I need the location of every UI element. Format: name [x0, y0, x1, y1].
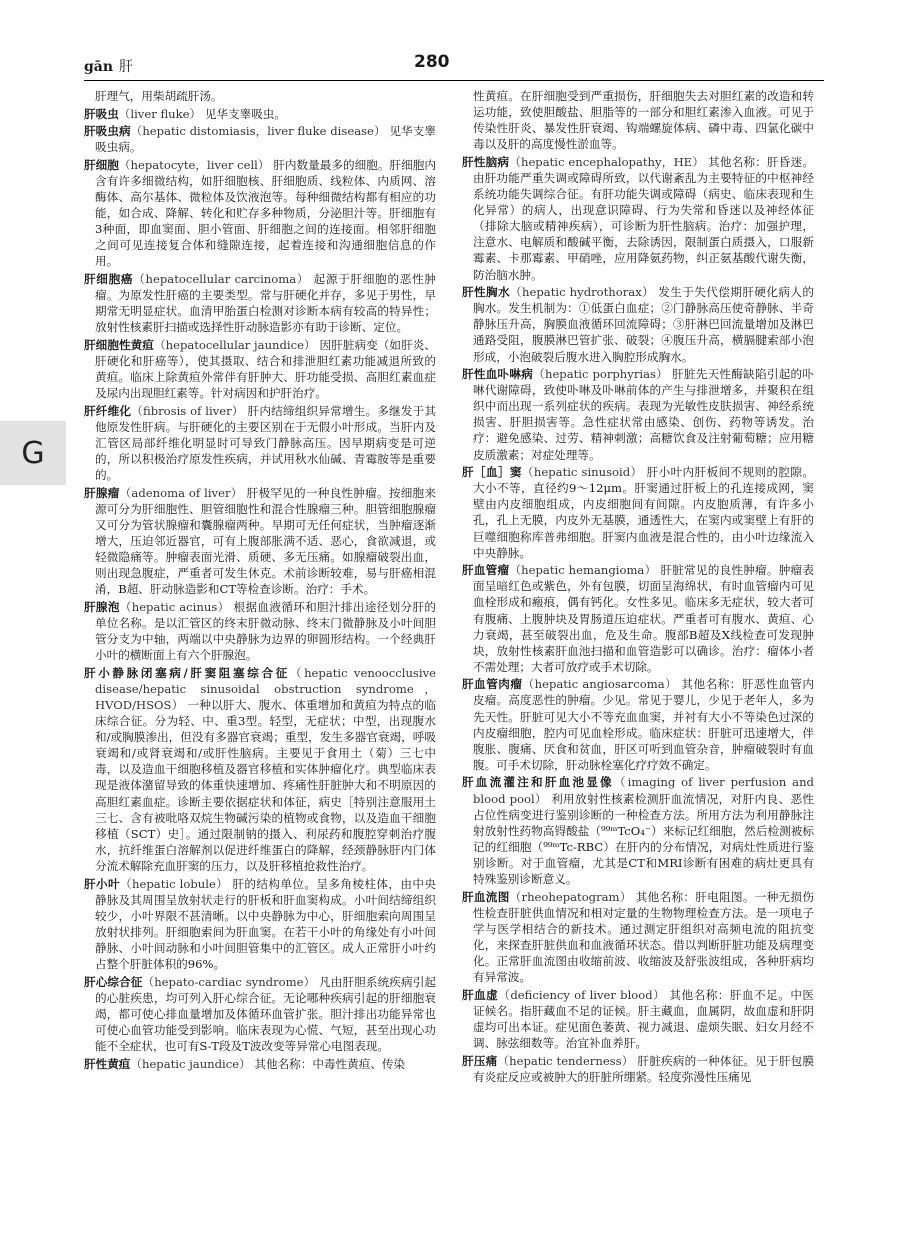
- entry-definition: 其他名称：肝血不足。中医证候名。指肝藏血不足的证候。肝主藏血，血属阴，故血虚和肝阴虚均可出本证。症见面色萎黄、视力减退、虚烦失眠、妇女月经不调、脉弦细数等。治宜补血养肝。: [473, 987, 814, 1050]
- entry-headword: 肝血虚: [462, 987, 499, 1002]
- dictionary-entry: [84, 88, 436, 104]
- entry-headword: 肝小静脉闭塞病/肝窦阻塞综合征: [84, 665, 290, 680]
- entry-definition: 见华支睾吸虫病。: [95, 124, 436, 155]
- entry-definition: 肝理气，用柴胡疏肝汤。: [95, 89, 223, 103]
- entry-headword: 肝血管肉瘤: [462, 677, 523, 692]
- entry-headword: 肝细胞性黄疸: [84, 337, 154, 352]
- entry-english-term: （deficiency of liver blood）: [498, 987, 666, 1002]
- page-header: [84, 52, 816, 78]
- entry-definition: 肝极罕见的一种良性肿瘤。按细胞来源可分为肝细胞性、胆管细胞性和混合性腺瘤三种。胆管细胞腺瘤又可分为管状腺瘤和囊腺瘤两种。早期可无任何症状，当肿瘤逐渐增大，压迫邻近器官，可有上腹部胀满不适、恶心，食欲减退，或轻微隐痛等。肿瘤表面光滑、质硬、多无压痛。如腺瘤破裂出血，则出现急腹症，严重者可发生休克。术前诊断较难，易与肝癌相混淆，B超、肝动脉造影和CT等检查诊断。治疗：手术。: [95, 485, 436, 597]
- entry-english-term: （hepato-cardiac syndrome）: [142, 974, 316, 989]
- entry-english-term: （rheohepatogram）: [509, 889, 632, 904]
- entry-definition: 见华支睾吸虫。: [201, 106, 286, 121]
- dictionary-entry: [84, 599, 436, 663]
- dictionary-entry: [84, 485, 436, 598]
- entry-definition: 根据血液循环和胆汁排出途径划分肝的单位名称。是以汇管区的终末肝微动脉、终末门微静脉及小叶间胆管分支为中轴，两端以中央静脉为边界的卵圆形结构。一个经典肝小叶的横断面上有六个肝腺泡。: [95, 599, 436, 663]
- entry-definition: 性黄疸。在肝细胞受到严重损伤，肝细胞失去对胆红素的改造和转运功能，致使胆酸盐、胆脂等的一部分和胆红素渗入血液。可见于传染性肝炎、暴发性肝衰竭、钩端螺旋体病、磷中毒、四氯化碳中毒以及肝的高度慢性淤血等。: [473, 89, 814, 152]
- entry-english-term: （imaging of liver perfusion and blood pool）: [473, 775, 814, 806]
- dictionary-entry: [84, 106, 436, 122]
- entry-definition: 发生于失代偿期肝硬化病人的胸水。发生机制为：①低蛋白血症；②门静脉高压使奇静脉、半奇静脉压升高，胸膜血液循环回流障碍；③肝淋巴回流量增加及淋巴通路受阻，腹膜淋巴管扩张、破裂；④腹压升高，横膈腱索部小泡形成，小泡破裂后腹水进入胸腔形成胸水。: [473, 285, 814, 364]
- entry-english-term: （adenoma of liver）: [119, 485, 243, 500]
- right-column: [462, 88, 814, 1228]
- entry-english-term: （hepatic acinus）: [119, 599, 230, 614]
- section-tab: G: [0, 421, 66, 485]
- entry-definition: 肝内结缔组织异常增生。多继发于其他原发性肝病。与肝硬化的主要区别在于无假小叶形成。当肝内及汇管区局部纤维化明显时可导致门静脉高压。因早期病变是可逆的，所以积极治疗原发性疾病，并试用秋水仙碱、青霉胺等是重要的。: [95, 403, 436, 483]
- entry-definition: 其他名称：肝电阻图。一种无损伤性检查肝脏供血情况和相对定量的生物物理检查方法。是一项电子学与医学相结合的新技术。通过测定肝组织对高频电流的阻抗变化，来探查肝脏供血和血液循环状态。借以判断肝脏功能及病理变化。正常肝血流图由收缩前波、收缩波及舒张波组成，各种肝病均有异常波。: [473, 889, 814, 985]
- entry-headword: 肝吸虫: [84, 106, 119, 121]
- dictionary-entry: [462, 889, 814, 986]
- entry-english-term: （hepatic jaundice）: [130, 1056, 251, 1071]
- dictionary-entry: [462, 1053, 814, 1085]
- page-number: 280: [414, 52, 450, 72]
- entry-english-term: （liver fluke）: [118, 106, 202, 121]
- entry-headword: 肝细胞: [84, 157, 119, 172]
- entry-english-term: （hepatocellular carcinoma）: [133, 272, 310, 287]
- entry-english-term: （hepatic hydrothorax）: [510, 285, 655, 300]
- entry-english-term: （hepatic sinusoid）: [521, 465, 643, 480]
- entry-definition: 其他名称：肝恶性血管内皮瘤。高度恶性的肿瘤。少见。常见于婴儿，少见于老年人，多为先天性。肝脏可见大小不等充血血窦，并衬有大小不等染色过深的内皮瘤细胞，腔内可见血栓形成。临床症状：肝脏可迅速增大，伴腹胀、腹痛、厌食和贫血，肝区可听到血管杂音，肿瘤破裂时有血腹。可手术切除，肝动脉栓塞化疗疗效不确定。: [473, 677, 814, 772]
- entry-english-term: （hepatic hemangioma）: [509, 563, 657, 578]
- entry-definition: 凡由肝胆系统疾病引起的心脏疾患，均可列入肝心综合征。无论哪种疾病引起的肝细胞衰竭，都可使心排血量增加及体循环血管扩张。胆汁排出功能异常也可使心血管功能受到影响。临床表现为心慌、气短，甚至出现心功能不全症状，也可有S-T段及T波改变等异常心电图表现。: [95, 974, 436, 1053]
- running-head-char: 肝: [119, 59, 134, 75]
- entry-definition: 因肝脏病变（如肝炎、肝硬化和肝癌等），使其摄取、结合和排泄胆红素功能减退所致的黄疸。临床上除黄疸外常伴有肝肿大、肝功能受损、高胆红素血症及尿内出现胆红素等。针对病因和护肝治疗。: [95, 337, 436, 401]
- dictionary-entry: [462, 676, 814, 773]
- entry-headword: 肝压痛: [462, 1053, 498, 1068]
- dictionary-entry: [462, 284, 814, 364]
- entry-definition: 其他名称：肝昏迷。由肝功能严重失调或障碍所致，以代谢紊乱为主要特征的中枢神经系统功能失调综合征。有肝功能失调或障碍（病史、临床表现和生化异常）的病人，出现意识障碍、行为失常和昏迷以及神经体征（排除大脑或精神疾病），可诊断为肝性脑病。治疗：加强护理，注意水、电解质和酸碱平衡，去除诱因，限制蛋白质摄入，口服新霉素、卡那霉素、甲硝唑，应用降氨药物，纠正氨基酸代谢失衡，防治脑水肿。: [473, 154, 814, 282]
- entry-definition: 肝内数量最多的细胞。肝细胞内含有许多细微结构，如肝细胞核、肝细胞质、线粒体、内质网、溶酶体、高尔基体、微粒体及饮液泡等。每种细微结构都有相应的功能，如合成、降解、转化和贮存多种物质，分泌胆汁等。肝细胞有3种面，即血窦面、胆小管面、肝细胞之间的连接面。相邻肝细胞之间可见连接复合体和缝隙连接，起着连接和沟通细胞信息的作用。: [95, 157, 436, 269]
- dictionary-entry: [84, 665, 436, 874]
- entry-headword: 肝血流灌注和肝血池显像: [462, 775, 614, 790]
- dictionary-entry: [462, 987, 814, 1051]
- left-column: [84, 88, 436, 1228]
- entry-headword: 肝心综合征: [84, 974, 143, 989]
- dictionary-entry: [462, 366, 814, 463]
- entry-headword: 肝［血］窦: [462, 465, 522, 480]
- entry-headword: 肝吸虫病: [84, 124, 131, 139]
- entry-english-term: （hepatic tenderness）: [497, 1053, 634, 1068]
- header-rule: [84, 80, 824, 81]
- dictionary-entry: [84, 337, 436, 401]
- entry-english-term: （hepatic venoocclusive disease/hepatic sinusoidal obstruction syndrome，HVOD/HSOS）: [95, 665, 436, 712]
- entry-english-term: （hepatic encephalopathy，HE）: [509, 154, 705, 169]
- dictionary-entry: [84, 271, 436, 335]
- entry-headword: 肝纤维化: [84, 403, 132, 418]
- entry-definition: 利用放射性核素检测肝血流情况，对肝内良、恶性占位性病变进行鉴别诊断的一种检查方法。所用方法为利用静脉注射放射性药物高锝酸盐（⁹⁹ᵐTcO₄⁻）来标记红细胞，然后检测被标记的红细胞（⁹⁹ᵐTc-RBC）在肝内的分布情况，对病灶性质进行鉴别诊断。对于血管瘤，尤其是CT和MRI诊断有困难的病灶更具有特殊鉴别诊断意义。: [473, 791, 814, 886]
- entry-definition: 肝的结构单位。呈多角棱柱体，由中央静脉及其周围呈放射状走行的肝板和肝血窦构成。小叶间结缔组织较少，小叶界限不甚清晰。以中央静脉为中心，肝细胞索向周围呈放射状排列。肝细胞索间为肝血窦。在若干小叶的角缘处有小叶间静脉、小叶间动脉和小叶间胆管集中的汇管区。成人正常肝小叶约占整个肝脏体积的96%。: [95, 876, 436, 971]
- entry-definition: 肝小叶内肝板间不规则的腔隙。大小不等，直径约9～12μm。肝窦通过肝板上的孔连接成网，窦壁由内皮细胞组成，内皮细胞间有间隙。内皮胞质薄，有许多小孔，孔上无膜，内皮外无基膜，通透性大，在窦内或窦壁上有肝的巨噬细胞称库普弗细胞。肝窦内血液是混合性的，由小叶边缘流入中央静脉。: [473, 465, 814, 560]
- entry-definition: 肝脏先天性酶缺陷引起的卟啉代谢障碍，致使卟啉及卟啉前体的产生与排泄增多，并聚积在组织中而出现一系列症状的疾病。表现为光敏性皮肤损害、神经系统损害、肝胆损害等。急性症状常由感染、创伤、药物等诱发。治疗：避免感染、过劳、精神刺激；高糖饮食及注射葡萄糖；应用糖皮质激素；对症处理等。: [473, 367, 814, 462]
- dictionary-entry: [84, 157, 436, 270]
- entry-definition: 肝脏疾病的一种体征。见于肝包膜有炎症反应或被肿大的肝脏所绷紧。轻度弥漫性压痛见: [473, 1053, 814, 1084]
- entry-english-term: （hepatocellular jaundice）: [153, 337, 316, 352]
- entry-headword: 肝小叶: [84, 876, 121, 891]
- entry-definition: 其他名称：中毒性黄疸、传染: [250, 1056, 406, 1071]
- dictionary-entry: [462, 562, 814, 675]
- entry-definition: 起源于肝细胞的恶性肿瘤。为原发性肝癌的主要类型。常与肝硬化并存，多见于男性，早期常无明显症状。血清甲胎蛋白检测对诊断本病有较高的特异性；放射性核素肝扫描或选择性肝动脉造影亦有助于诊断、定位。: [95, 272, 436, 335]
- entry-headword: 肝血流图: [462, 889, 510, 904]
- entry-english-term: （hepatic porphyrias）: [533, 367, 669, 382]
- entry-headword: 肝性胸水: [462, 285, 511, 300]
- dictionary-entry: [84, 403, 436, 483]
- dictionary-entry: [462, 154, 814, 283]
- dictionary-entry: [84, 1056, 436, 1072]
- dictionary-entry: [462, 88, 814, 152]
- entry-english-term: （fibrosis of liver）: [131, 403, 244, 418]
- dictionary-entry: [84, 876, 436, 973]
- running-head: [84, 56, 133, 76]
- dictionary-entry: [462, 774, 814, 887]
- entry-english-term: （hepatic lobule）: [120, 876, 229, 891]
- entry-definition: 一种以肝大、腹水、体重增加和黄疸为特点的临床综合征。分为轻、中、重3型。轻型，无症状；中型，出现腹水和/或胸膜渗出，但没有多器官衰竭；重型，发生多器官衰竭，呼吸衰竭和/或肾衰竭和/或肝性脑病。主要见于食用土（菊）三七中毒，以及造血干细胞移植及器官移植和实体肿瘤化疗。典型临床表现是液体潴留导致的体重快速增加、疼痛性肝脏肿大和不明原因的高胆红素血症。诊断主要依据症状和体征，病史［特别注意服用土三七、含有被吡咯双烷生物碱污染的植物或食物，以及造血干细胞移植（SCT）史］。通过限制钠的摄入、利尿药和腹腔穿刺治疗腹水，抗纤维蛋白溶解剂以促进纤维蛋白的降解，经颈静脉肝内门体分流术解除充血肝窦的压力，以及肝移植抢救性治疗。: [95, 697, 436, 873]
- entry-headword: 肝细胞癌: [84, 272, 134, 287]
- dictionary-entry: [462, 464, 814, 561]
- entry-headword: 肝性血卟啉病: [462, 367, 534, 382]
- entry-headword: 肝血管瘤: [462, 563, 510, 578]
- entry-headword: 肝性黄疸: [84, 1056, 131, 1071]
- running-head-pinyin: gān: [84, 59, 114, 75]
- entry-english-term: （hepatic distomiasis，liver fluke disease）: [130, 124, 386, 139]
- entry-headword: 肝腺泡: [84, 599, 120, 614]
- dictionary-entry: [84, 123, 436, 155]
- entry-headword: 肝腺瘤: [84, 485, 120, 500]
- entry-english-term: （hepatic angiosarcoma）: [522, 677, 678, 692]
- entry-english-term: （hepatocyte，liver cell）: [118, 157, 270, 172]
- entry-definition: 肝脏常见的良性肿瘤。肿瘤表面呈暗红色或紫色，外有包膜，切面呈海绵状，有时血管瘤内可见血栓形成和瘢痕，偶有钙化。女性多见。临床多无症状，较大者可有腹痛、上腹肿块及胃肠道压迫症状。严重者可有腹水、黄疸、心力衰竭，甚至破裂出血，危及生命。腹部B超及X线检查可发现肿块，放射性核素肝血池扫描和血管造影可以确诊。治疗：瘤体小者不需处理；大者可放疗或手术切除。: [473, 563, 814, 674]
- dictionary-entry: [84, 974, 436, 1054]
- entry-headword: 肝性脑病: [462, 154, 510, 169]
